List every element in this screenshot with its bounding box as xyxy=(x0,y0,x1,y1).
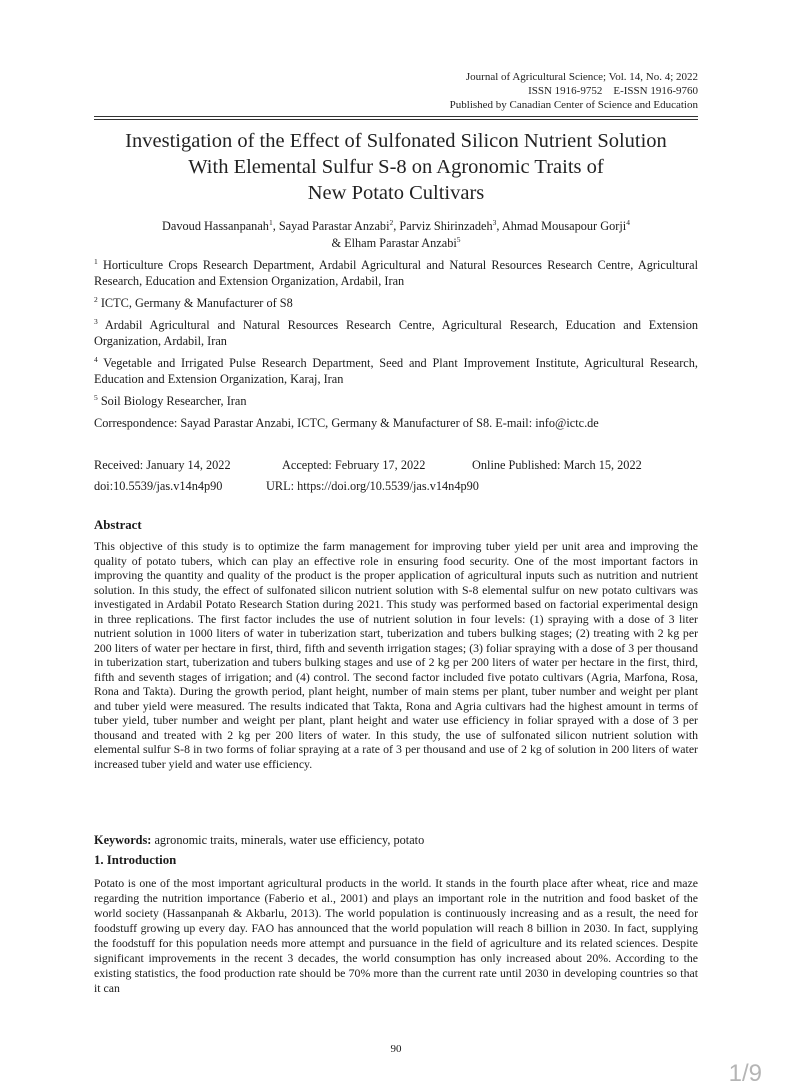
author-name: Sayad Parastar Anzabi xyxy=(278,219,390,233)
introduction-text: Potato is one of the most important agricultural products in the world. It stands in the fourth place after wheat, rice and maze regarding the nutrition importance (Faberio et al., 2001) and plays an important role in the nutrition and food basket of the world society (Hassanpanah & Akbarlu, 2013). The world population is continuously increasing and as a result, the need for foodstuff growing up every day. FAO has announced that the world population will reach 8 billion in 2030. In fact, supplying the foodstuff for this population needs more attempt and pursuance in the field of agriculture and its related sciences. Despite significant improvements in the recent 3 decades, the world consumption has only increased about 20%. According to the existing statistics, the food production rate should be 70% more than the current rate until 2030 in developing countries so that it can xyxy=(94,876,698,995)
author-name: & Elham Parastar Anzabi xyxy=(331,236,457,250)
abstract-heading: Abstract xyxy=(94,518,142,532)
author-separator: , xyxy=(496,219,502,233)
author-name: Davoud Hassanpanah xyxy=(162,219,269,233)
affiliation-text: ICTC, Germany & Manufacturer of S8 xyxy=(100,296,293,310)
affiliation-text: Ardabil Agricultural and Natural Resources Research Centre, Agricultural Research, Education and Extension Organization, Ardabil, Iran xyxy=(94,318,698,348)
author-separator: , xyxy=(393,219,400,233)
affiliations xyxy=(94,257,698,431)
author-affiliation-mark: 3 xyxy=(492,217,497,227)
keywords-label: Keywords: xyxy=(94,833,152,847)
accepted-date: Accepted: February 17, 2022 xyxy=(282,458,426,472)
affiliation-number: 4 xyxy=(94,354,98,364)
doi[interactable]: doi:10.5539/jas.v14n4p90 xyxy=(94,479,223,493)
author-affiliation-mark: 1 xyxy=(268,217,273,227)
affiliation-number: 2 xyxy=(94,294,98,304)
affiliation-3 xyxy=(94,317,698,349)
page-number: 90 xyxy=(390,1043,402,1055)
affiliation-1 xyxy=(94,257,698,289)
title-line-3: New Potato Cultivars xyxy=(307,182,485,204)
affiliation-text: Vegetable and Irrigated Pulse Research Department, Seed and Plant Improvement Institute, Agricultural Research, Education and Extension Organization, Karaj, Iran xyxy=(94,356,698,386)
keywords xyxy=(94,832,698,848)
affiliation-2 xyxy=(94,295,698,311)
affiliation-number: 3 xyxy=(94,316,98,326)
author-line-1 xyxy=(94,218,698,235)
publication-dates xyxy=(94,455,698,497)
journal-header xyxy=(450,70,698,112)
author-name: Ahmad Mousapour Gorji xyxy=(501,219,627,233)
author-name: Parviz Shirinzadeh xyxy=(399,219,493,233)
title-line-2: With Elemental Sulfur S-8 on Agronomic Traits of xyxy=(188,156,604,178)
affiliation-number: 1 xyxy=(94,256,98,266)
introduction-heading: 1. Introduction xyxy=(94,853,177,867)
affiliation-number: 5 xyxy=(94,392,98,402)
journal-citation: Journal of Agricultural Science; Vol. 14, No. 4; 2022 xyxy=(465,71,698,83)
published-date: Online Published: March 15, 2022 xyxy=(472,458,642,472)
affiliation-text: Horticulture Crops Research Department, Ardabil Agricultural and Natural Resources Research Centre, Agricultural Research, Education and Extension Organization, Ardabil, Iran xyxy=(94,258,698,288)
author-separator: , xyxy=(272,219,279,233)
title-line-1: Investigation of the Effect of Sulfonated Silicon Nutrient Solution xyxy=(125,130,667,152)
keywords-text: agronomic traits, minerals, water use efficiency, potato xyxy=(151,833,425,847)
dates-row xyxy=(94,455,698,476)
header-rule-bottom xyxy=(94,119,698,120)
abstract-text: This objective of this study is to optimize the farm management for improving tuber yield per unit area and improving the quality of potato tubers, which can play an effective role in ensuring food security. One of the most important factors in improving the quantity and quality of the product is the proper application of agricultural inputs such as nutrition and nutrient solution. In this study, the effect of sulfonated silicon nutrient solution with S-8 elemental sulfur on new potato cultivars was investigated in Ardabil Potato Research Station during 2021. This study was performed based on factorial experimental design in three replications. The first factor includes the use of nutrient solution in four levels: (1) spraying with a dose of 3 liter nutrient solution in 1000 liters of water in tuberization start, tuberization and tubers bulking stages; (2) treating with 2 kg per 200 liters of water per hectare in first, third, fifth and seventh irrigation stages; (3) foliar spraying with a dose of 3 per thousand in tuberization start, tuberization and tubers bulking stages and use of 2 kg per 200 liters of water per hectare in the first, third, fifth and seventh stages of irrigation; and (4) control. The second factor included five potato cultivars (Agria, Marfona, Rosa, Rona and Takta). During the growth period, plant height, number of main stems per plant, tuber number and weight per plant and tuber yield were measured. The results indicated that Takta, Rona and Agria cultivars had the highest amount in terms of tuber yield, tuber number and weight per plant, plant height and water use efficiency in foliar sprayed with a dose of 3 per thousand and treated with 2 kg per 200 liters of water. In this study, the use of sulfonated silicon nutrient solution with elemental sulfur S-8 in two forms of foliar spraying at a rate of 3 per thousand and use of 2 kg of solution in 200 liters of water increased tuber yield and water use efficiency. xyxy=(94,539,698,771)
affiliation-4 xyxy=(94,355,698,387)
author-affiliation-mark: 5 xyxy=(456,234,461,244)
affiliation-5 xyxy=(94,393,698,409)
affiliation-text: Soil Biology Researcher, Iran xyxy=(100,394,247,408)
author-list xyxy=(94,218,698,252)
doi-url[interactable]: URL: https://doi.org/10.5539/jas.v14n4p90 xyxy=(266,479,479,493)
header-rule-top xyxy=(94,116,698,117)
author-affiliation-mark: 4 xyxy=(626,217,630,227)
page-counter: 1/9 xyxy=(728,1060,762,1087)
received-date: Received: January 14, 2022 xyxy=(94,458,231,472)
journal-publisher: Published by Canadian Center of Science and Education xyxy=(449,99,698,111)
paper-title xyxy=(94,128,698,206)
doi-row xyxy=(94,476,698,497)
correspondence: Correspondence: Sayad Parastar Anzabi, ICTC, Germany & Manufacturer of S8. E-mail: info@ictc.de xyxy=(94,416,599,430)
author-line-2 xyxy=(94,235,698,252)
journal-issn: ISSN 1916-9752 E-ISSN 1916-9760 xyxy=(528,85,698,97)
author-affiliation-mark: 2 xyxy=(389,217,394,227)
